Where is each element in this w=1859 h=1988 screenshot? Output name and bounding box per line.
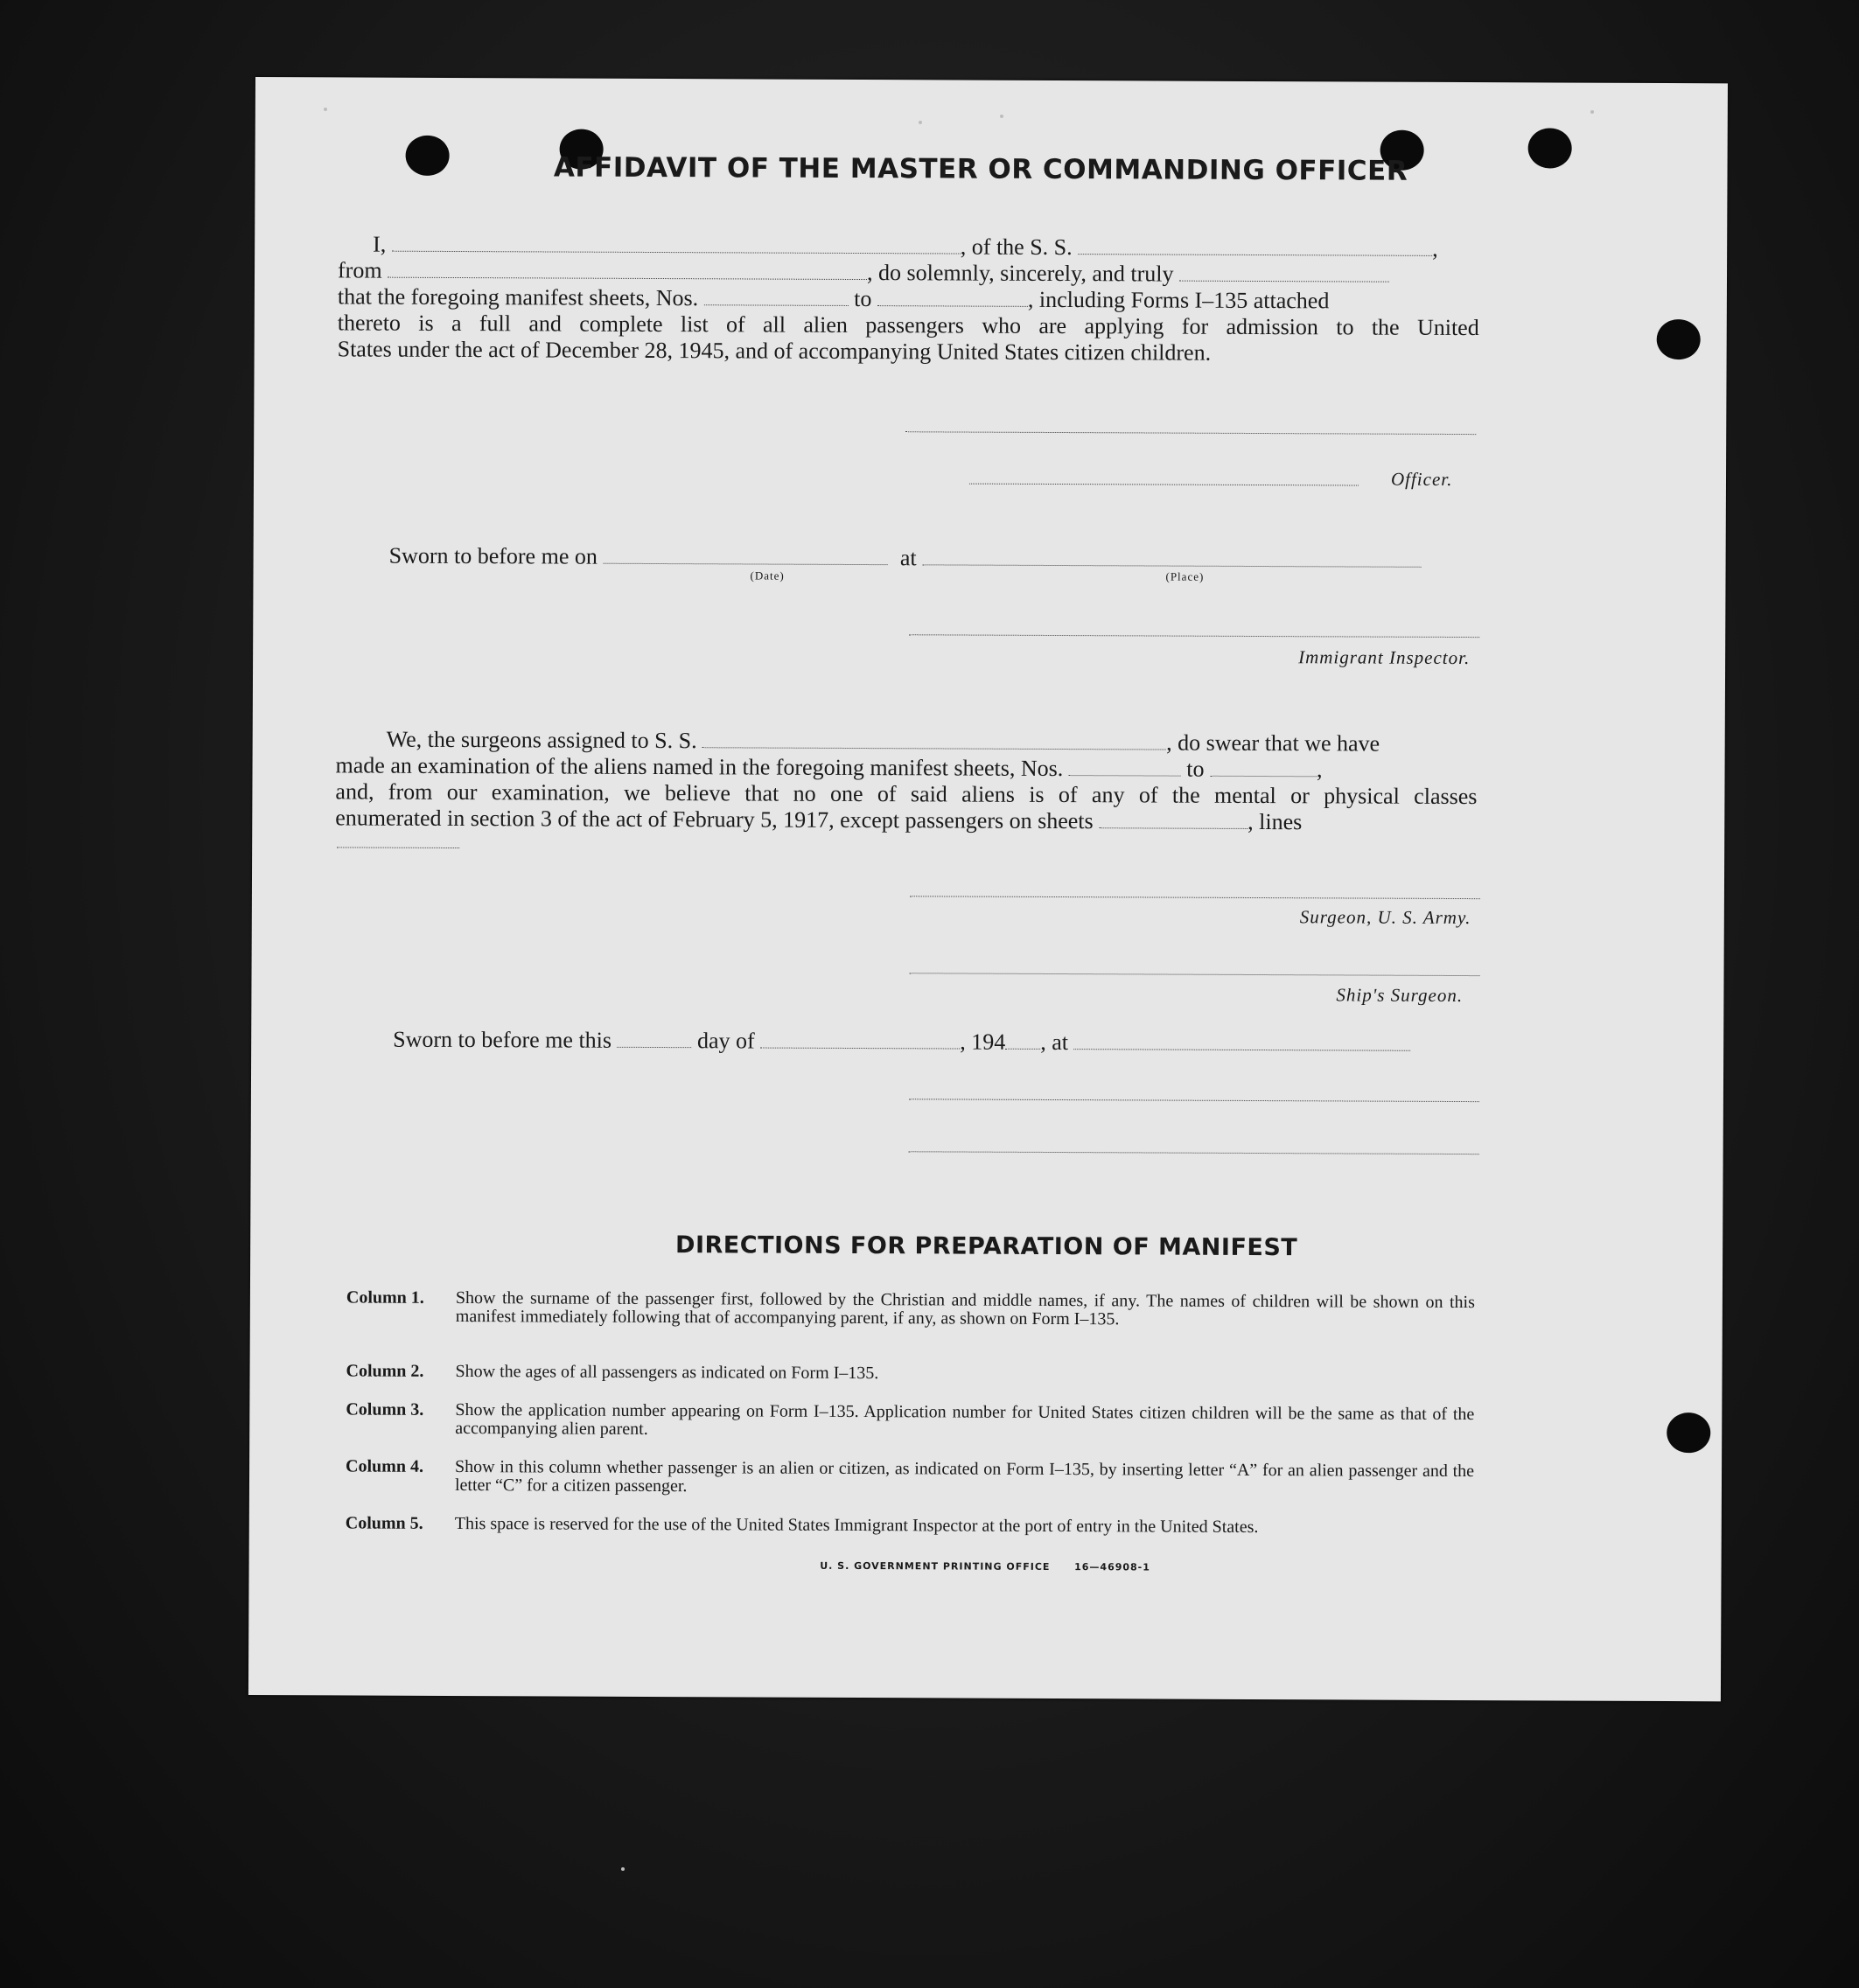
surgeon-sheet-from-blank[interactable]: [1069, 757, 1181, 776]
affidavit-title: AFFIDAVIT OF THE MASTER OR COMMANDING OFFICER: [553, 151, 1408, 187]
printer-name: U. S. GOVERNMENT PRINTING OFFICE: [820, 1559, 1051, 1573]
ship-name-blank[interactable]: [1078, 235, 1432, 256]
date-caption: (Date): [750, 568, 785, 582]
direction-column-5: [346, 1514, 1474, 1559]
sheet-to-blank[interactable]: [877, 287, 1028, 307]
direction-column-2: [346, 1362, 1474, 1388]
direction-column-4: [346, 1457, 1474, 1503]
master-signature-line[interactable]: [905, 431, 1476, 435]
direction-col-label: Column 4.: [346, 1456, 424, 1476]
place-caption: (Place): [1165, 569, 1205, 583]
sworn-month-blank[interactable]: [760, 1029, 960, 1050]
surgeon-sheet-to-blank[interactable]: [1210, 757, 1317, 777]
sworn-place-blank[interactable]: [922, 547, 1421, 568]
direction-text: Show in this column whether passenger is an alien or citizen, as indicated on Form I–135, by inserting letter “A” for an alien passenger and the letter “C” for a citizen passenger.: [454, 1457, 1475, 1496]
direction-column-1: [346, 1288, 1475, 1355]
sworn-place-blank-2[interactable]: [1073, 1030, 1410, 1050]
sworn-day-blank[interactable]: [618, 1029, 692, 1048]
surgeons-line-4: enumerated in section 3 of the act of February 5, 1917, except passengers on sheets , lines: [335, 805, 1303, 835]
sworn-year-blank[interactable]: [1005, 1030, 1040, 1050]
name-blank[interactable]: [392, 233, 961, 255]
inspector-signature-line-2[interactable]: [909, 1099, 1479, 1102]
from-port-blank[interactable]: [388, 259, 867, 280]
affidavit-line-5: States under the act of December 28, 1945, and of accompanying United States citizen children.: [337, 336, 1212, 366]
officer-signature-line[interactable]: [969, 484, 1359, 486]
dust-speck: [1590, 110, 1594, 114]
direction-col-label: Column 1.: [346, 1287, 424, 1308]
inspector-signature-line-1[interactable]: [909, 634, 1479, 638]
dust-speck: [919, 121, 922, 124]
direction-col-label: Column 3.: [346, 1399, 424, 1420]
ship-surgeon-label: Ship's Surgeon.: [1336, 984, 1464, 1007]
printer-imprint: [249, 1558, 1722, 1575]
direction-text: Show the ages of all passengers as indicated on Form I–135.: [455, 1362, 879, 1384]
sworn-line-2: Sworn to before me this day of , 194 , at: [393, 1027, 1534, 1058]
punch-hole: [1667, 1413, 1710, 1453]
except-sheets-blank[interactable]: [1099, 809, 1247, 829]
direction-text: This space is reserved for the use of the United States Immigrant Inspector at the port of entry in the United States.: [454, 1514, 1259, 1538]
army-surgeon-label: Surgeon, U. S. Army.: [1299, 906, 1471, 929]
affidavit-line-2: from , do solemnly, sincerely, and truly: [338, 257, 1479, 289]
form-code: 16—46908-1: [1074, 1561, 1150, 1573]
dust-speck: [1000, 115, 1003, 118]
swear-blank[interactable]: [1179, 262, 1389, 283]
surgeon-ship-blank[interactable]: [702, 729, 1166, 750]
officer-label: Officer.: [1390, 468, 1453, 490]
affidavit-line-3: that the foregoing manifest sheets, Nos. to , including Forms I–135 attached: [337, 283, 1330, 314]
dust-speck: [324, 108, 327, 111]
surgeons-line-3: and, from our examination, we believe that no one of said aliens is of any of the mental or physical classes: [335, 778, 1478, 810]
surgeons-line-1: We, the surgeons assigned to S. S. , do swear that we have: [386, 726, 1380, 757]
affidavit-page: [248, 77, 1728, 1701]
surgeons-line-2: made an examination of the aliens named in the foregoing manifest sheets, Nos. to ,: [335, 752, 1323, 783]
dust-speck: [621, 1867, 625, 1871]
direction-col-label: Column 5.: [345, 1513, 423, 1533]
ship-surgeon-signature-line[interactable]: [910, 973, 1480, 976]
directions-title: DIRECTIONS FOR PREPARATION OF MANIFEST: [675, 1231, 1298, 1262]
direction-col-label: Column 2.: [346, 1361, 424, 1381]
inspector-label: Immigrant Inspector.: [1298, 646, 1471, 669]
affidavit-line-1: I, , of the S. S. ,: [373, 231, 1438, 262]
army-surgeon-signature-line[interactable]: [910, 896, 1480, 899]
direction-column-3: [346, 1400, 1474, 1446]
direction-text: Show the surname of the passenger first, followed by the Christian and middle names, if any. The names of children will be shown on this manifest immediately following that of accompanying parent, if any, as shown on Form I–135.: [455, 1288, 1475, 1329]
direction-text: Show the application number appearing on Form I–135. Application number for United States citizen children will be the same as that of the accompanying alien parent.: [455, 1400, 1475, 1439]
sworn-line-1: Sworn to before me on at: [389, 543, 1531, 575]
inspector-signature-line-3[interactable]: [909, 1151, 1479, 1154]
except-lines-blank[interactable]: [337, 847, 459, 848]
affidavit-line-4: thereto is a full and complete list of all alien passengers who are applying for admission to the United: [337, 310, 1479, 341]
punch-hole: [1657, 319, 1701, 359]
sworn-date-blank[interactable]: [603, 545, 887, 565]
sheet-from-blank[interactable]: [704, 286, 849, 306]
